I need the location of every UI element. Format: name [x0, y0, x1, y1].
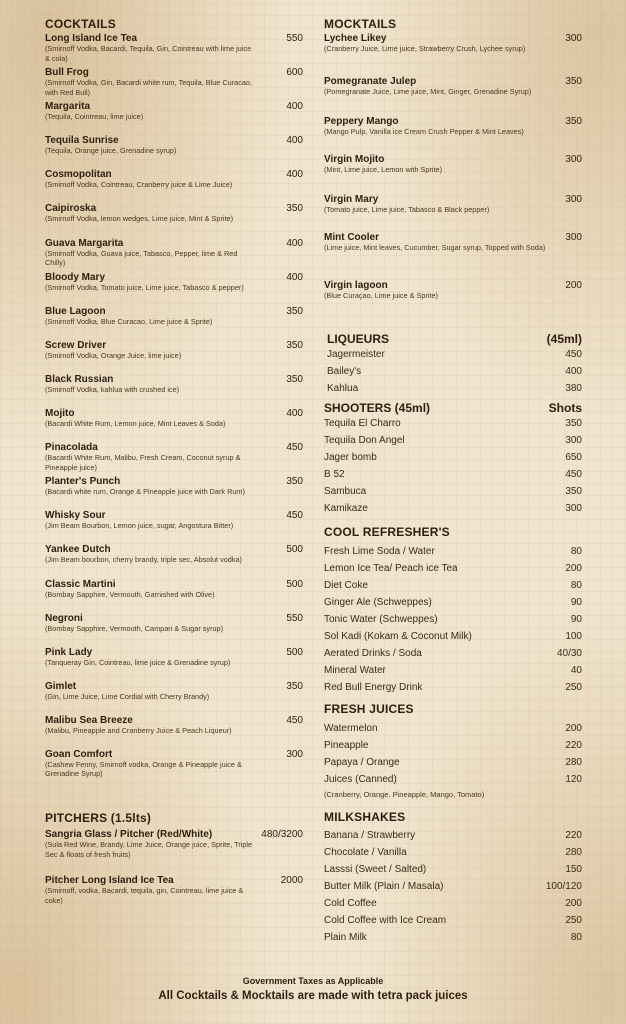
- item-name: Pink Lady: [45, 646, 93, 658]
- item-price: 350: [286, 680, 303, 692]
- item-name: Mint Cooler: [324, 232, 379, 243]
- refresher-item: [324, 645, 582, 662]
- item-price: 2000: [280, 875, 303, 887]
- pitcher-item: [45, 829, 303, 875]
- item-description: (Smirnoff Vodka, kahlua with crushed ice): [45, 384, 180, 394]
- item-name: Cold Coffee: [324, 898, 377, 909]
- item-description: (Smirnoff Vodka, Gin, Bacardi white rum, Tequila, Blue Curacao, with Red Bull): [45, 78, 252, 97]
- item-description: (Gin, Lime Juice, Lime Cordial with Cherry Brandy): [45, 691, 210, 701]
- item-price: 500: [286, 646, 303, 658]
- item-name: Goan Comfort: [45, 748, 113, 760]
- item-description: (Bacardi White Rum, Lemon juice, Mint Leaves & Soda): [45, 419, 226, 429]
- item-description: (Bacardi white rum, Orange & Pineapple juice with Dark Rum): [45, 487, 245, 497]
- fresh-juices-note: (Cranberry, Orange, Pineapple, Mango, Tomato): [324, 790, 485, 799]
- refresher-item: [324, 662, 582, 679]
- juice-item: [324, 754, 582, 771]
- cocktail-item: [45, 67, 303, 101]
- item-name: Sambuca: [324, 486, 367, 497]
- item-name: Red Bull Energy Drink: [324, 682, 423, 693]
- item-description: (Bombay Sapphire, Vermouth, Garnished with Olive): [45, 589, 215, 599]
- item-price: 550: [286, 33, 303, 44]
- cocktail-item: [45, 681, 303, 715]
- item-price: 550: [286, 612, 303, 624]
- shooter-item: [324, 500, 582, 517]
- item-price: 100: [565, 631, 582, 642]
- cocktail-item: [45, 579, 303, 613]
- shooter-item: [324, 432, 582, 449]
- item-price: 280: [565, 757, 582, 768]
- item-name: Diet Coke: [324, 580, 368, 591]
- item-description: (Smirnoff Vodka, Blue Curacao, Lime juice & Sprite): [45, 316, 213, 326]
- item-description: (Mint, Lime juice, Lemon with Sprite): [324, 165, 443, 174]
- item-name: Tequila El Charro: [324, 418, 401, 429]
- item-description: (Lime juice, Mint leaves, Cucumber, Sugar syrup, Topped with Soda): [324, 243, 546, 252]
- item-price: 450: [286, 714, 303, 726]
- item-description: (Smirnoff Vodka, Cointreau, Cranberry juice & Lime Juice): [45, 180, 233, 190]
- item-name: Caipiroska: [45, 203, 97, 215]
- item-price: 90: [570, 614, 582, 625]
- item-price: 400: [286, 408, 303, 420]
- item-description: (Tanqueray Gin, Cointreau, lime juice & Grenadine syrup): [45, 657, 231, 667]
- item-description: (Smirnoff, vodka, Bacardi, tequila, gin, Cointreau, lime juice & coke): [45, 886, 244, 905]
- item-name: Bull Frog: [45, 67, 89, 79]
- item-description: (Smirnoff Vodka, Orange Juice, lime juice): [45, 350, 182, 360]
- item-name: Margarita: [45, 101, 91, 113]
- pitcher-item: [45, 875, 303, 915]
- milkshakes-list: [324, 827, 582, 946]
- mocktail-item: [324, 280, 582, 320]
- item-name: Negroni: [45, 612, 83, 624]
- item-name: Planter's Punch: [45, 476, 121, 488]
- item-price: 400: [286, 135, 303, 147]
- item-name: Banana / Strawberry: [324, 830, 416, 841]
- shooter-item: [324, 466, 582, 483]
- item-price: 200: [565, 898, 582, 909]
- item-price: 300: [286, 748, 303, 760]
- item-price: 400: [286, 169, 303, 181]
- item-description: (Tequila, Cointreau, lime juice): [45, 112, 144, 122]
- item-price: 250: [565, 915, 582, 926]
- item-name: Yankee Dutch: [45, 544, 111, 556]
- cocktail-item: [45, 476, 303, 510]
- item-price: 350: [286, 373, 303, 385]
- liqueur-item: [327, 380, 582, 397]
- item-name: Pineapple: [324, 740, 369, 751]
- mocktail-item: [324, 116, 582, 154]
- item-description: (Smirnoff Vodka, Tomato juice, Lime juice, Tabasco & pepper): [45, 282, 244, 292]
- item-name: Jager bomb: [324, 452, 377, 463]
- item-name: Long Island Ice Tea: [45, 33, 138, 44]
- item-price: 40: [570, 665, 582, 676]
- cocktail-item: [45, 135, 303, 169]
- item-price: 480/3200: [261, 829, 303, 841]
- item-name: Jagermeister: [327, 349, 385, 360]
- item-price: 450: [286, 442, 303, 454]
- cocktail-item: [45, 408, 303, 442]
- item-name: Plain Milk: [324, 932, 367, 943]
- item-price: 650: [565, 452, 582, 463]
- item-name: Bloody Mary: [45, 271, 106, 283]
- item-price: 350: [286, 476, 303, 488]
- item-price: 300: [565, 154, 582, 165]
- pitchers-list: [45, 829, 303, 915]
- item-name: Virgin Mojito: [324, 154, 385, 165]
- item-description: (Tomato juice, Lime juice, Tabasco & Black pepper): [324, 205, 490, 214]
- refresher-item: [324, 577, 582, 594]
- cocktail-item: [45, 169, 303, 203]
- item-name: Sangria Glass / Pitcher (Red/White): [45, 829, 213, 841]
- shooter-item: [324, 449, 582, 466]
- item-price: 350: [286, 339, 303, 351]
- cocktail-item: [45, 749, 303, 783]
- cocktail-item: [45, 306, 303, 340]
- cocktail-item: [45, 510, 303, 544]
- milkshake-item: [324, 827, 582, 844]
- item-price: 350: [565, 418, 582, 429]
- milkshake-item: [324, 844, 582, 861]
- item-name: Gimlet: [45, 680, 77, 692]
- item-price: 350: [565, 76, 582, 87]
- item-name: Whisky Sour: [45, 510, 106, 522]
- item-name: Sol Kadi (Kokam & Coconut Milk): [324, 631, 472, 642]
- item-price: 40/30: [556, 648, 582, 659]
- item-name: Virgin Mary: [324, 194, 379, 205]
- refresher-item: [324, 543, 582, 560]
- item-price: 350: [565, 486, 582, 497]
- item-price: 600: [286, 67, 303, 79]
- item-price: 300: [565, 194, 582, 205]
- item-price: 200: [565, 563, 582, 574]
- item-price: 90: [570, 597, 582, 608]
- milkshake-item: [324, 895, 582, 912]
- cocktails-title: COCKTAILS: [45, 17, 116, 31]
- liqueur-item: [327, 363, 582, 380]
- item-price: 400: [286, 101, 303, 113]
- item-name: Fresh Lime Soda / Water: [324, 546, 435, 557]
- juice-item: [324, 737, 582, 754]
- item-name: Mojito: [45, 408, 75, 420]
- refresher-item: [324, 679, 582, 696]
- shooters-unit: Shots: [548, 401, 582, 415]
- item-name: Classic Martini: [45, 578, 116, 590]
- item-name: Lemon Ice Tea/ Peach ice Tea: [324, 563, 458, 574]
- mocktails-title: MOCKTAILS: [324, 17, 397, 31]
- item-price: 450: [286, 510, 303, 522]
- item-description: (Jim Beam Bourbon, Lemon juice, sugar, Angostura Bitter): [45, 521, 234, 531]
- item-description: (Cranberry Juice, Lime juice, Strawberry Crush, Lychee syrup): [324, 44, 526, 53]
- shooters-list: [324, 415, 582, 517]
- item-name: Juices (Canned): [324, 774, 397, 785]
- refresher-item: [324, 611, 582, 628]
- taxes-note: Government Taxes as Applicable: [242, 976, 384, 986]
- cocktail-item: [45, 340, 303, 374]
- cocktail-item: [45, 101, 303, 135]
- item-name: Virgin lagoon: [324, 280, 388, 291]
- item-name: Guava Margarita: [45, 237, 124, 249]
- liqueur-item: [327, 346, 582, 363]
- item-name: Malibu Sea Breeze: [45, 714, 133, 726]
- item-name: Bailey's: [327, 366, 362, 377]
- item-price: 300: [565, 33, 582, 44]
- item-name: Pomegranate Julep: [324, 76, 417, 87]
- item-price: 250: [565, 682, 582, 693]
- item-price: 500: [286, 578, 303, 590]
- cool-refreshers-title: COOL REFRESHER'S: [324, 525, 450, 539]
- item-name: Watermelon: [324, 723, 378, 734]
- item-name: Tequila Sunrise: [45, 135, 119, 147]
- item-name: Lasssi (Sweet / Salted): [324, 864, 427, 875]
- fresh-juices-title: FRESH JUICES: [324, 702, 414, 716]
- item-price: 450: [565, 469, 582, 480]
- item-price: 120: [565, 774, 582, 785]
- item-price: 80: [570, 932, 582, 943]
- item-name: Pinacolada: [45, 442, 98, 454]
- item-price: 300: [565, 435, 582, 446]
- mocktail-item: [324, 232, 582, 280]
- item-price: 300: [565, 503, 582, 514]
- milkshake-item: [324, 929, 582, 946]
- cocktail-item: [45, 442, 303, 476]
- cool-refreshers-list: [324, 543, 582, 696]
- item-price: 100/120: [545, 881, 582, 892]
- juice-item: [324, 720, 582, 737]
- item-name: Black Russian: [45, 373, 114, 385]
- refresher-item: [324, 594, 582, 611]
- cocktail-item: [45, 272, 303, 306]
- item-price: 350: [286, 203, 303, 215]
- milkshake-item: [324, 861, 582, 878]
- item-price: 200: [565, 280, 582, 291]
- refresher-item: [324, 628, 582, 645]
- item-name: Butter Milk (Plain / Masala): [324, 881, 444, 892]
- item-name: Tequila Don Angel: [324, 435, 405, 446]
- cocktails-list: [45, 33, 303, 783]
- item-price: 80: [570, 546, 582, 557]
- left-column: [45, 17, 303, 915]
- milkshakes-title: MILKSHAKES: [324, 810, 406, 824]
- item-price: 220: [565, 740, 582, 751]
- item-name: Peppery Mango: [324, 116, 399, 127]
- item-price: 150: [565, 864, 582, 875]
- item-description: (Smirnoff Vodka, lemon wedges, Lime juice, Mint & Sprite): [45, 214, 234, 224]
- cocktail-item: [45, 544, 303, 578]
- item-description: (Sula Red Wine, Brandy, Lime Juice, Orange juice, Sprite, Triple Sec & floats of fresh fruits): [45, 840, 253, 859]
- item-name: Blue Lagoon: [45, 305, 106, 317]
- shooters-header: [324, 401, 582, 415]
- item-name: Tonic Water (Schweppes): [324, 614, 438, 625]
- item-price: 300: [565, 232, 582, 243]
- item-price: 350: [286, 305, 303, 317]
- cocktail-item: [45, 715, 303, 749]
- cocktail-item: [45, 647, 303, 681]
- item-price: 380: [565, 383, 582, 394]
- item-price: 400: [286, 237, 303, 249]
- fresh-juices-list: [324, 720, 582, 788]
- milkshake-item: [324, 912, 582, 929]
- item-description: (Tequila, Orange juice, Grenadine syrup): [45, 146, 177, 156]
- item-name: Ginger Ale (Schweppes): [324, 597, 432, 608]
- cocktail-item: [45, 374, 303, 408]
- mocktail-item: [324, 194, 582, 232]
- item-description: (Blue Curaçao, Lime juice & Sprite): [324, 291, 438, 300]
- liqueurs-header: [324, 332, 582, 346]
- item-name: Screw Driver: [45, 339, 107, 351]
- juice-item: [324, 771, 582, 788]
- pitchers-title: PITCHERS (1.5lts): [45, 811, 152, 826]
- mocktail-item: [324, 33, 582, 76]
- item-price: 280: [565, 847, 582, 858]
- mocktail-item: [324, 76, 582, 116]
- item-price: 400: [565, 366, 582, 377]
- item-name: Kamikaze: [324, 503, 368, 514]
- item-price: 350: [565, 116, 582, 127]
- item-name: Lychee Likey: [324, 33, 387, 44]
- item-description: (Bacardi White Rum, Malibu, Fresh Cream, Coconut syrup & Pineapple juice): [45, 453, 241, 472]
- item-description: (Cashew Fenny, Smirnoff vodka, Orange & Pineapple juice & Grenadine Syrup): [45, 759, 242, 779]
- item-price: 200: [565, 723, 582, 734]
- item-price: 80: [570, 580, 582, 591]
- shooter-item: [324, 415, 582, 432]
- right-column: [324, 17, 582, 946]
- item-description: (Pomegranate Juice, Lime juice, Mint, Ginger, Grenadine Syrup): [324, 87, 532, 96]
- item-name: B 52: [324, 469, 345, 480]
- item-name: Mineral Water: [324, 665, 386, 676]
- shooters-title: SHOOTERS (45ml): [324, 401, 431, 415]
- item-name: Kahlua: [327, 383, 359, 394]
- item-description: (Jim Beam bourbon, cherry brandy, triple sec, Absolut vodka): [45, 555, 242, 565]
- item-name: Aerated Drinks / Soda: [324, 648, 422, 659]
- mocktails-list: [324, 33, 582, 320]
- liqueurs-list: [324, 346, 582, 397]
- cocktail-item: [45, 203, 303, 237]
- cocktail-item: [45, 613, 303, 647]
- item-name: Pitcher Long Island Ice Tea: [45, 875, 174, 887]
- item-name: Cold Coffee with Ice Cream: [324, 915, 447, 926]
- item-name: Papaya / Orange: [324, 757, 400, 768]
- item-description: (Bombay Sapphire, Vermouth, Campari & Sugar syrup): [45, 623, 224, 633]
- item-price: 400: [286, 271, 303, 283]
- refresher-item: [324, 560, 582, 577]
- item-description: (Smirnoff Vodka, Bacardi, Tequila, Gin, Cointreau with lime juice & cola): [45, 44, 252, 63]
- mocktail-item: [324, 154, 582, 194]
- juices-note: All Cocktails & Mocktails are made with tetra pack juices: [158, 990, 468, 1002]
- item-description: (Smirnoff Vodka, Guava juice, Tabasco, Pepper, lime & Red Chilly): [45, 248, 238, 268]
- shooter-item: [324, 483, 582, 500]
- milkshake-item: [324, 878, 582, 895]
- cocktail-item: [45, 33, 303, 67]
- item-price: 450: [565, 349, 582, 360]
- item-description: (Mango Pulp, Vanilla ice Cream Crush Pepper & Mint Leaves): [324, 127, 524, 136]
- cocktail-item: [45, 238, 303, 272]
- item-price: 500: [286, 544, 303, 556]
- item-description: (Malibu, Pineapple and Cranberry Juice & Peach Liqueur): [45, 725, 232, 735]
- item-price: 220: [565, 830, 582, 841]
- item-name: Chocolate / Vanilla: [324, 847, 407, 858]
- item-name: Cosmopolitan: [45, 169, 112, 181]
- liqueurs-title: LIQUEURS: [327, 332, 390, 346]
- liqueurs-unit: (45ml): [546, 332, 582, 346]
